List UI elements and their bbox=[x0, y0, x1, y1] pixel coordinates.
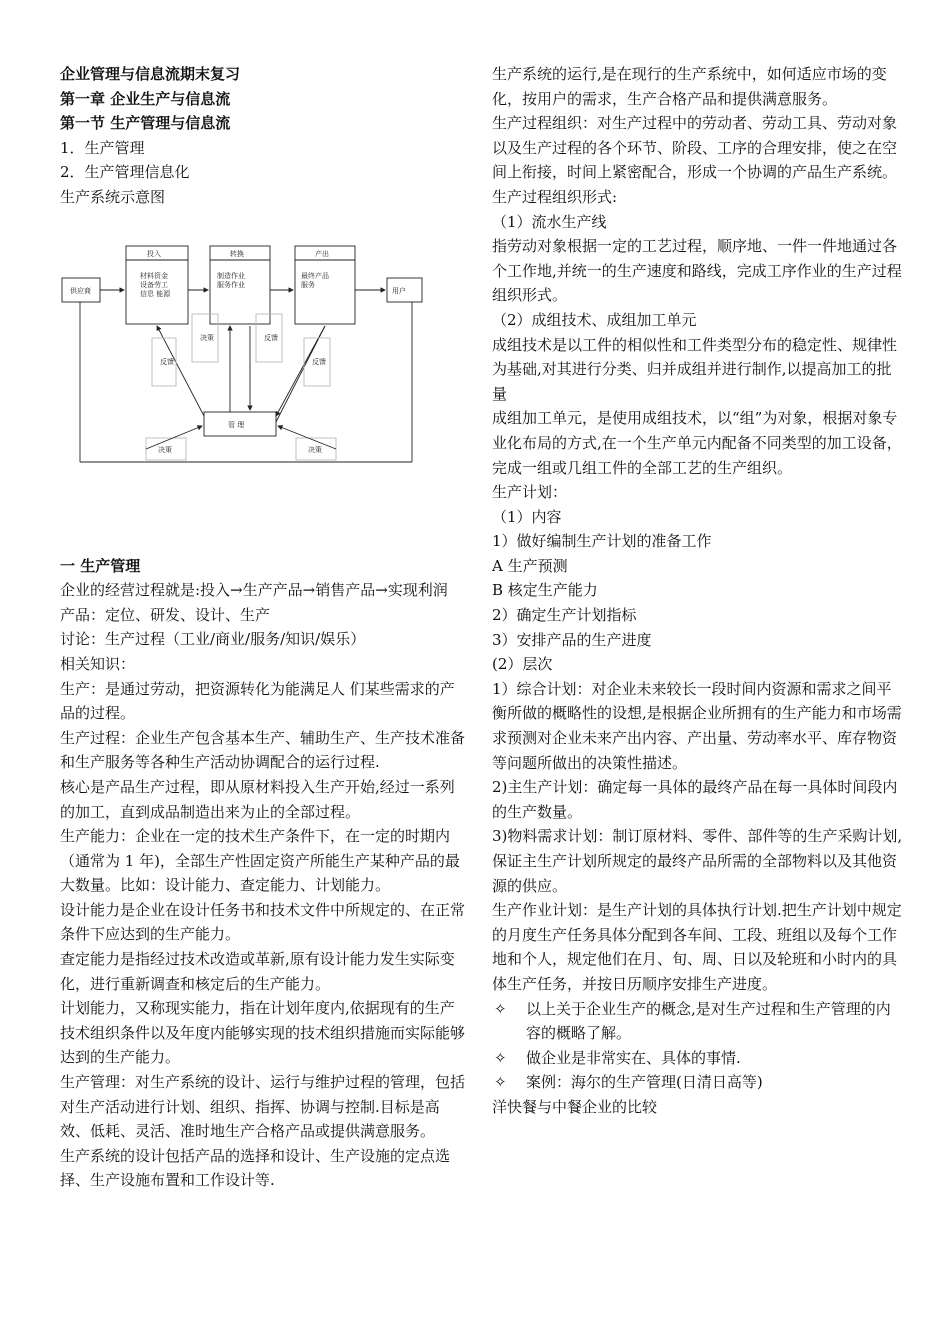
paragraph: 生产系统的运行,是在现行的生产系统中，如何适应市场的变化，按用户的需求，生产合格产品和提供满意服务。 bbox=[492, 65, 887, 108]
paragraph: 生产过程：企业生产包含基本生产、辅助生产、生产技术准备和生产服务等各种生产活动协调配合的运行过程. bbox=[60, 728, 466, 772]
chapter-heading: 第一章 企业生产与信息流 bbox=[60, 89, 231, 108]
decision-label: 决策 bbox=[200, 333, 214, 342]
diamond-bullet-icon: ✧ bbox=[494, 1048, 507, 1067]
paragraph: 3)物料需求计划：制订原材料、零件、部件等的生产采购计划,保证主生产计划所规定的最终产品所需的全部物料以及其他资源的供应。 bbox=[492, 827, 903, 895]
feedback-label: 反馈 bbox=[312, 357, 326, 366]
paragraph: 成组技术是以工件的相似性和工件类型分布的稳定性、规律性为基础,对其进行分类、归并成组并进行制作,以提高加工的批量 bbox=[492, 335, 898, 403]
paragraph: 核心是产品生产过程，即从原材料投入生产开始,经过一系列的加工，直到成品制造出来为止的全部过程。 bbox=[60, 777, 455, 821]
bullet-item bbox=[492, 1070, 904, 1095]
decision-label: 决策 bbox=[158, 445, 172, 454]
section-heading: 第一节 生产管理与信息流 bbox=[60, 114, 231, 133]
paragraph: 1）做好编制生产计划的准备工作 bbox=[492, 532, 712, 551]
paragraph: 2）确定生产计划指标 bbox=[492, 606, 637, 625]
list-item: 1．生产管理 bbox=[60, 138, 145, 157]
input-body-line: 材料资金 bbox=[140, 271, 168, 280]
feedback-label: 反馈 bbox=[264, 333, 278, 342]
production-system-diagram bbox=[60, 216, 465, 500]
bullet-text: 案例：海尔的生产管理(日清日高等) bbox=[526, 1073, 763, 1092]
document-title: 企业管理与信息流期末复习 bbox=[60, 65, 241, 83]
feedback-label: 反馈 bbox=[160, 357, 174, 366]
paragraph: 指劳动对象根据一定的工艺过程，顺序地、一件一件地通过各个工作地,并统一的生产速度和路线，完成工序作业的生产过程组织形式。 bbox=[492, 237, 902, 305]
paragraph: 设计能力是企业在设计任务书和技术文件中所规定的、在正常条件下应达到的生产能力。 bbox=[60, 900, 466, 944]
output-body-line: 最终产品 bbox=[301, 271, 329, 280]
paragraph: （1）内容 bbox=[492, 507, 562, 526]
paragraph: 计划能力，又称现实能力，指在计划年度内,依据现有的生产技术组织条件以及年度内能够实现的技术组织措施而实际能够达到的生产能力。 bbox=[60, 999, 466, 1067]
management-label: 管 理 bbox=[228, 420, 245, 429]
decision-label: 决策 bbox=[308, 445, 322, 454]
bullet-text: 以上关于企业生产的概念,是对生产过程和生产管理的内容的概略了解。 bbox=[526, 999, 891, 1043]
paragraph: 产品：定位、研发、设计、生产 bbox=[60, 605, 271, 624]
paragraph: 生产管理：对生产系统的设计、运行与维护过程的管理，包括对生产活动进行计划、组织、指挥、协调与控制.目标是高效、低耗、灵活、准时地生产合格产品或提供满意服务。 bbox=[60, 1073, 466, 1141]
list-item: 2．生产管理信息化 bbox=[60, 163, 190, 182]
transform-header: 转换 bbox=[230, 249, 244, 258]
paragraph: 生产过程组织形式: bbox=[492, 187, 618, 206]
paragraph: 洋快餐与中餐企业的比较 bbox=[492, 1097, 658, 1116]
paragraph: B 核定生产能力 bbox=[492, 581, 598, 600]
input-header: 投入 bbox=[147, 249, 161, 258]
left-column bbox=[60, 62, 465, 1193]
output-header: 产出 bbox=[315, 249, 329, 258]
paragraph: 生产能力：企业在一定的技术生产条件下，在一定的时期内（通常为 1 年)，全部生产性固定资产所能生产某种产品的最大数量。比如：设计能力、查定能力、计划能力。 bbox=[60, 827, 460, 895]
bullet-item bbox=[492, 997, 904, 1046]
bullet-text: 做企业是非常实在、具体的事情. bbox=[526, 1048, 741, 1067]
diamond-bullet-icon: ✧ bbox=[494, 999, 507, 1018]
paragraph: A 生产预测 bbox=[492, 556, 568, 575]
paragraph: 生产计划： bbox=[492, 483, 568, 502]
transform-body-line: 服务作业 bbox=[217, 280, 245, 289]
paragraph: 生产过程组织：对生产过程中的劳动者、劳动工具、劳动对象以及生产过程的各个环节、阶段、工序的合理安排，使之在空间上衔接，时间上紧密配合，形成一个协调的产品生产系统。 bbox=[492, 114, 898, 182]
section-heading: 一 生产管理 bbox=[60, 556, 141, 575]
paragraph: (2）层次 bbox=[492, 655, 553, 674]
paragraph: 生产：是通过劳动，把资源转化为能满足人 们某些需求的产品的过程。 bbox=[60, 679, 455, 723]
paragraph: 相关知识： bbox=[60, 654, 136, 673]
paragraph: （1）流水生产线 bbox=[492, 212, 607, 231]
paragraph: （2）成组技术、成组加工单元 bbox=[492, 310, 697, 329]
transform-body-line: 制造作业 bbox=[217, 271, 245, 280]
paragraph: 查定能力是指经过技术改造或革新,原有设计能力发生实际变化，进行重新调查和核定后的生产能力。 bbox=[60, 950, 455, 993]
paragraph: 企业的经营过程就是:投入→生产产品→销售产品→实现利润 bbox=[60, 581, 448, 600]
bullet-item bbox=[492, 1046, 904, 1071]
right-column bbox=[492, 62, 904, 1120]
paragraph: 讨论：生产过程（工业/商业/服务/知识/娱乐） bbox=[60, 630, 366, 649]
paragraph: 2)主生产计划：确定每一具体的最终产品在每一具体时间段内的生产数量。 bbox=[492, 778, 898, 821]
supplier-label: 供应商 bbox=[70, 286, 91, 295]
paragraph: 成组加工单元，是使用成组技术，以“组”为对象，根据对象专业化布局的方式,在一个生产单元内配备不同类型的加工设备，完成一组或几组工件的全部工艺的生产组织。 bbox=[492, 409, 902, 477]
input-body-line: 信息 能源 bbox=[140, 289, 171, 298]
paragraph: 生产系统的设计包括产品的选择和设计、生产设施的定点选择、生产设施布置和工作设计等. bbox=[60, 1146, 451, 1190]
user-label: 用户 bbox=[392, 286, 406, 295]
paragraph: 生产作业计划：是生产计划的具体执行计划.把生产计划中规定的月度生产任务具体分配到各车间、工段、班组以及每个工作地和个人，规定他们在月、旬、周、日以及轮班和小时内的具体生产任务，并按日历顺序安排生产进度。 bbox=[492, 901, 902, 993]
diagram-caption: 生产系统示意图 bbox=[60, 187, 166, 206]
diamond-bullet-icon: ✧ bbox=[494, 1073, 507, 1092]
paragraph: 3）安排产品的生产进度 bbox=[492, 630, 652, 649]
input-body-line: 设备劳工 bbox=[140, 280, 168, 289]
paragraph: 1）综合计划：对企业未来较长一段时间内资源和需求之间平衡所做的概略性的设想,是根据企业所拥有的生产能力和市场需求预测对企业未来产出内容、产出量、劳动率水平、库存物资等问题所做出的决策性描述。 bbox=[492, 679, 902, 772]
output-body-line: 服务 bbox=[301, 280, 315, 289]
